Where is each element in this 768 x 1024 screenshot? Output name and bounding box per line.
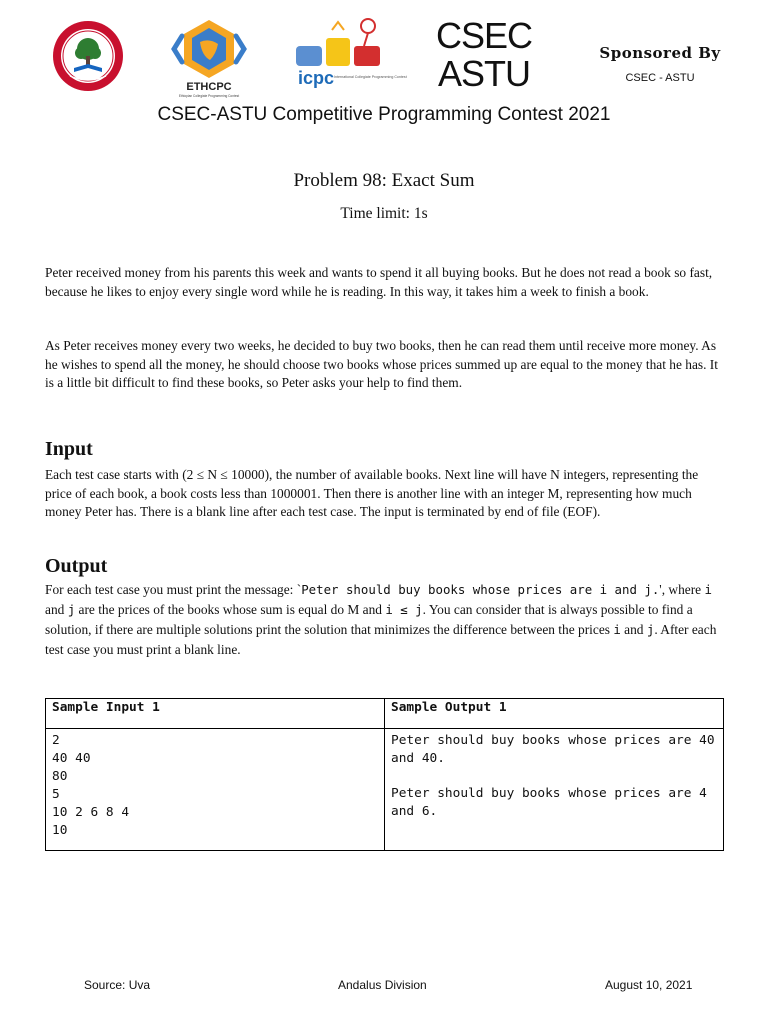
code-i-le-j: i ≤ j xyxy=(385,602,423,617)
output-text-part: and xyxy=(620,622,647,637)
csec-astu-logo xyxy=(434,14,534,94)
icpc-logo-subtext: International Collegiate Programming Contest xyxy=(334,75,407,79)
output-text xyxy=(45,580,725,660)
ethcpc-logo-text: ETHCPC xyxy=(186,81,232,93)
code-j: j xyxy=(646,622,655,637)
input-heading: Input xyxy=(45,438,93,460)
sample-input-line: 40 40 xyxy=(52,751,91,766)
output-text-part: and xyxy=(45,602,68,617)
output-message-code: Peter should buy books whose prices are i and j. xyxy=(301,582,660,597)
sample-output-header: Sample Output 1 xyxy=(385,699,724,729)
footer-date: August 10, 2021 xyxy=(605,978,693,992)
output-description xyxy=(45,580,725,660)
sponsor-name: CSEC - ASTU xyxy=(625,72,695,84)
input-description xyxy=(45,466,725,522)
problem-title: Problem 98: Exact Sum xyxy=(293,170,475,191)
sample-input-line: 5 xyxy=(52,787,60,802)
icpc-logo xyxy=(292,16,407,98)
contest-title: CSEC-ASTU Competitive Programming Contest 2021 xyxy=(157,104,611,125)
sample-output-line-1: Peter should buy books whose prices are 40 and 40. xyxy=(391,733,723,766)
sample-input-header: Sample Input 1 xyxy=(46,699,385,729)
sample-output-line-2: Peter should buy books whose prices are 4 and 6. xyxy=(391,786,715,819)
statement-text-2: As Peter receives money every two weeks, he decided to buy two books, then he can read them until receive more money. As he wishes to spend all the money, he should choose two books whose prices summed up are equal to the money that he has. It is a little bit difficult to find these books, so Peter asks your help to find them. xyxy=(45,338,718,390)
footer-source: Source: Uva xyxy=(84,978,151,992)
university-seal-logo xyxy=(52,20,124,92)
code-i: i xyxy=(613,622,621,637)
icpc-logo-text: icpc xyxy=(298,68,335,88)
input-text: Each test case starts with (2 ≤ N ≤ 10000), the number of available books. Next line will have N integers, representing the price of each book, a book costs less than 1000001. Then there is another line with an integer M, representing how much money Peter has. There is a blank line after each test case. The input is terminated by end of file (EOF). xyxy=(45,467,699,519)
sample-input-cell xyxy=(46,729,385,851)
sample-input-line: 10 xyxy=(52,823,68,838)
sponsor-block xyxy=(570,44,750,84)
time-limit: Time limit: 1s xyxy=(340,205,428,222)
csec-logo-line1: CSEC xyxy=(435,15,533,56)
statement-text-1: Peter received money from his parents this week and wants to spend it all buying books. But he does not read a book so fast, because he likes to enjoy every single word while he is reading. In this way, it takes him a week to finish a book. xyxy=(45,265,713,299)
logo-row xyxy=(0,14,768,98)
samples-header-row xyxy=(46,699,724,729)
sample-input-line: 2 xyxy=(52,733,60,748)
sample-output-blank-line xyxy=(391,768,717,785)
output-text-part: For each test case you must print the message: ` xyxy=(45,582,302,597)
statement-paragraph-2 xyxy=(45,337,725,393)
code-j: j xyxy=(67,602,76,617)
samples-body-row xyxy=(46,729,724,851)
output-text-part: ', where xyxy=(659,582,705,597)
output-text-part: are the prices of the books whose sum is equal do M and xyxy=(75,602,386,617)
ethcpc-logo xyxy=(172,18,246,98)
sample-input-line: 10 2 6 8 4 xyxy=(52,805,130,820)
output-text-part: . After each test case you must print a blank line. xyxy=(45,622,717,657)
samples-table xyxy=(45,698,724,851)
footer-division: Andalus Division xyxy=(338,978,427,992)
csec-logo-line2: ASTU xyxy=(437,53,531,94)
sample-output-cell xyxy=(385,729,724,851)
sponsor-title: Sponsored By xyxy=(599,44,721,62)
code-i: i xyxy=(704,582,712,597)
sample-input-line: 80 xyxy=(52,769,68,784)
statement-paragraph-1 xyxy=(45,264,725,301)
ethcpc-logo-subtext: Ethiopian Collegiate Programming Contest xyxy=(178,94,240,98)
output-heading: Output xyxy=(45,555,108,577)
output-text-part: . You can consider that is always possible to find a solution, if there are multiple solutions print the solution that minimizes the difference between the prices xyxy=(45,602,693,637)
